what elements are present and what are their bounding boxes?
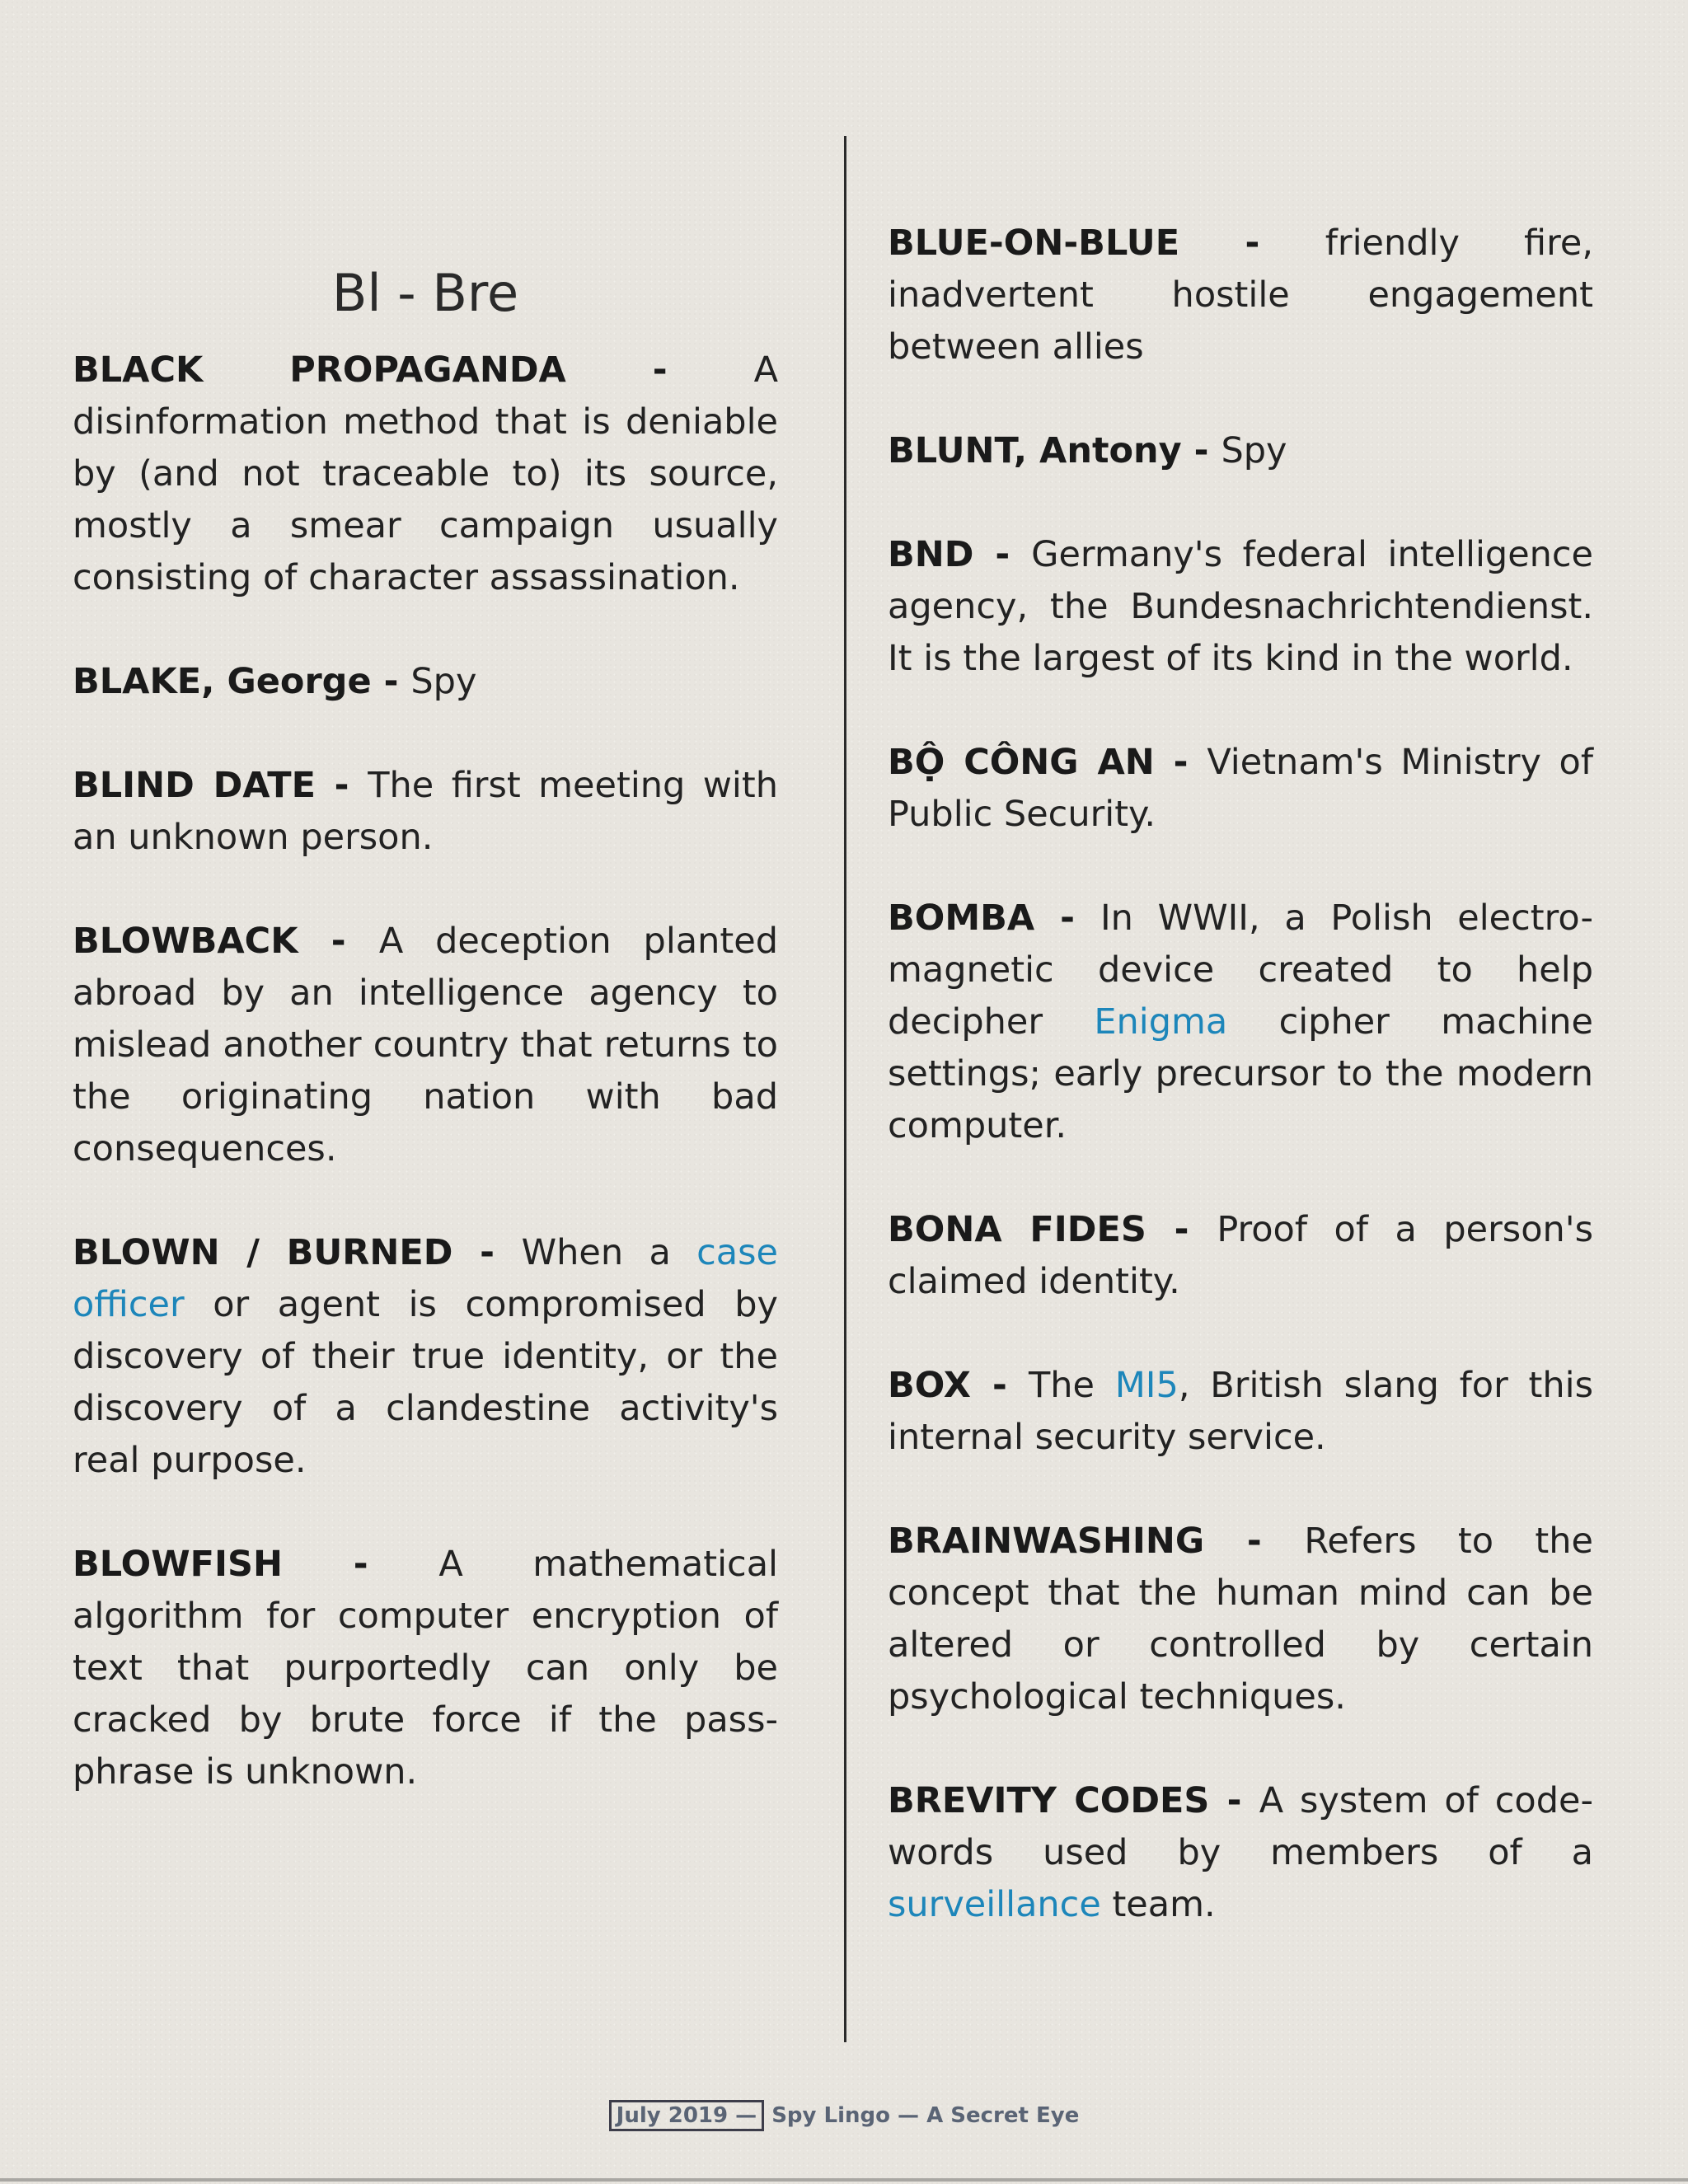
entry-bona-fides [888, 1204, 1593, 1308]
entry-definition-end: , British slang for this internal security service. [888, 1365, 1593, 1458]
entry-definition-start: In WWII, a Polish electro-magnetic device created to help decipher [888, 898, 1593, 1043]
entry-blowback [73, 916, 778, 1175]
entry-blown-burned [73, 1227, 778, 1487]
entry-term: BLOWBACK - [73, 921, 379, 962]
entry-blind-date [73, 760, 778, 864]
section-title: Bl - Bre [331, 263, 519, 323]
entry-term: BLIND DATE - [73, 765, 368, 806]
entry-term: BỘ CÔNG AN - [888, 742, 1207, 783]
entry-definition: A deception planted abroad by an intelligence agency to mislead another country that returns to the originating nation with bad consequences. [73, 921, 778, 1169]
entry-definition: Proof of a person's claimed identity. [888, 1209, 1593, 1302]
link-surveillance[interactable]: surveillance [888, 1884, 1101, 1925]
footer-publication: Spy Lingo — A Secret Eye [764, 2103, 1080, 2128]
entry-term: BOMBA - [888, 898, 1100, 939]
entry-term: BLACK PROPAGANDA - [73, 349, 754, 391]
entry-term: BND - [888, 534, 1032, 575]
entry-definition: A mathematical algorithm for computer encryption of text that purportedly can only be cracked by brute force if the pass-phrase is unknown. [73, 1544, 778, 1793]
entry-definition-start: A system of code-words used by members of a [888, 1780, 1593, 1873]
entry-definition: The first meeting with an unknown person. [73, 765, 778, 858]
entry-term: BLOWFISH - [73, 1544, 439, 1585]
entry-definition: Spy [410, 661, 477, 702]
entry-term: BONA FIDES - [888, 1209, 1217, 1250]
entry-definition: Spy [1221, 430, 1287, 471]
bottom-rule [0, 2178, 1688, 2182]
entry-definition: Germany's federal intelligence agency, the Bundesnachrichtendienst. It is the largest of its kind in the world. [888, 534, 1593, 679]
entry-bomba [888, 893, 1593, 1152]
entry-bo-cong-an [888, 737, 1593, 841]
left-column [73, 0, 778, 1850]
entry-definition-end: or agent is compromised by discovery of their true identity, or the discovery of a clandestine activity's real purpose. [73, 1284, 778, 1481]
right-column [888, 0, 1593, 1983]
entry-definition: A disinformation method that is deniable by (and not traceable to) its source, mostly a smear campaign usually consisting of character assassination. [73, 349, 778, 598]
entry-term: BLUNT, Antony - [888, 430, 1221, 471]
entry-definition: Refers to the concept that the human mind can be altered or controlled by certain psychological techniques. [888, 1521, 1593, 1718]
entry-definition-start: The [1028, 1365, 1115, 1406]
entry-brainwashing [888, 1516, 1593, 1723]
entry-blue-on-blue [888, 218, 1593, 373]
link-mi5[interactable]: MI5 [1114, 1365, 1179, 1406]
entry-black-propaganda [73, 344, 778, 604]
entry-blake-george [73, 656, 778, 708]
entry-blowfish [73, 1539, 778, 1798]
entry-definition: Vietnam's Ministry of Public Security. [888, 742, 1593, 835]
entry-bnd [888, 529, 1593, 685]
link-case-officer[interactable]: case officer [73, 1232, 779, 1325]
entry-definition: friendly fire, inadvertent hostile engagement between allies [888, 223, 1593, 368]
entry-box [888, 1360, 1593, 1464]
entry-definition-start: When a [521, 1232, 697, 1273]
entry-blunt-antony [888, 425, 1593, 477]
entry-term: BRAINWASHING - [888, 1521, 1305, 1562]
page-footer [0, 2100, 1688, 2131]
entry-term: BOX - [888, 1365, 1029, 1406]
entry-term: BLOWN / BURNED - [73, 1232, 522, 1273]
footer-date-box: July 2019 — [609, 2100, 765, 2131]
column-divider [844, 136, 846, 2042]
entry-definition-end: team. [1100, 1884, 1216, 1925]
entry-definition-end: cipher machine settings; early precursor to the modern computer. [888, 1001, 1593, 1146]
entry-term: BLAKE, George - [73, 661, 411, 702]
link-enigma[interactable]: Enigma [1094, 1001, 1228, 1043]
entry-term: BREVITY CODES - [888, 1780, 1259, 1821]
entry-term: BLUE-ON-BLUE - [888, 223, 1325, 264]
entry-brevity-codes [888, 1775, 1593, 1931]
